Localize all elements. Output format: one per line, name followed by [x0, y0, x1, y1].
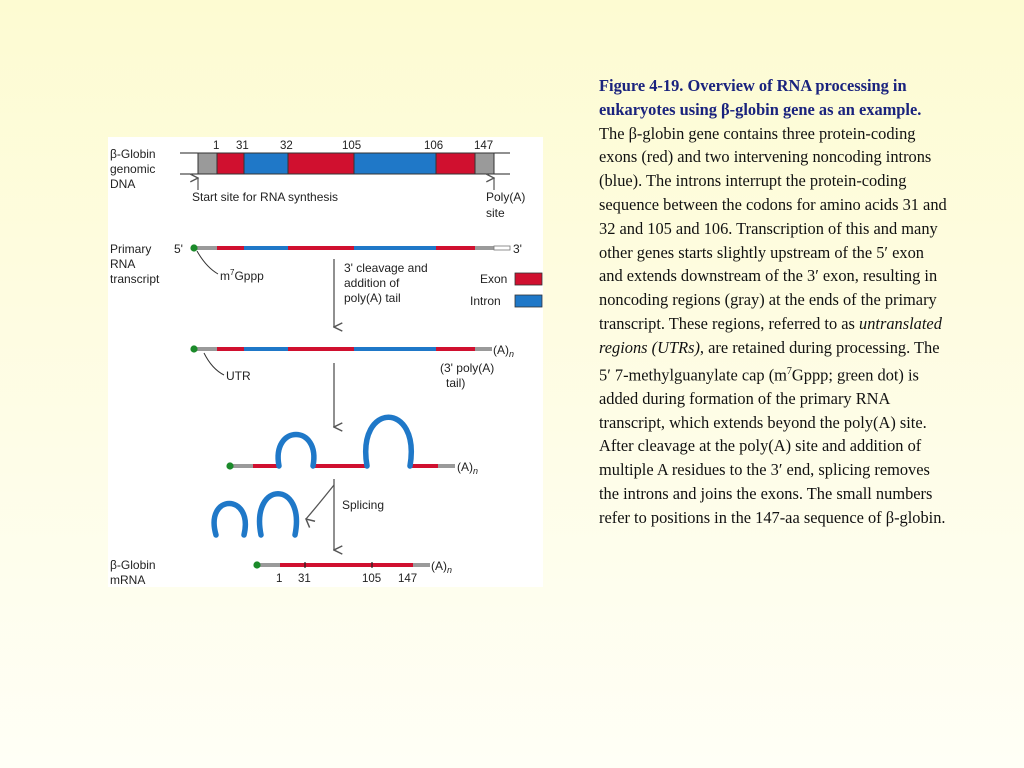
- cap-dot-primary: [190, 244, 197, 251]
- cap-pointer-line: [197, 251, 218, 274]
- primary-label-line3: transcript: [110, 272, 160, 286]
- cap-dot-intermediate: [226, 462, 233, 469]
- dna-num-32: 32: [280, 140, 293, 152]
- utr-label: UTR: [226, 369, 251, 383]
- caption-italic-term: untranslated regions (UTRs): [599, 313, 942, 357]
- intron-loop-2: [366, 417, 412, 466]
- tail-label-line1: (3' poly(A): [440, 361, 495, 375]
- excised-intron-1: [214, 504, 245, 536]
- cap-dot-polyadenylated: [190, 345, 197, 352]
- mature-mrna: [257, 562, 430, 568]
- five-prime-label: 5': [174, 242, 183, 256]
- polya-tail-label-1: $(A)_n$: [493, 343, 515, 359]
- tail-label-line2: tail): [446, 376, 466, 390]
- excised-intron-2: [260, 494, 297, 535]
- dna-exon-1: [217, 153, 244, 174]
- cleavage-label-line3: poly(A) tail: [344, 291, 401, 305]
- legend-exon-swatch: [515, 273, 542, 285]
- primary-label-line2: RNA: [110, 257, 136, 271]
- cap-dot-mrna: [253, 561, 260, 568]
- dna-exon-3: [436, 153, 475, 174]
- caption-title: Figure 4-19. Overview of RNA processing in eukaryotes using β-globin gene as an example.: [599, 76, 922, 119]
- dna-utr-5: [198, 153, 217, 174]
- legend-intron-swatch: [515, 295, 542, 307]
- cap-label: $m^7Gppp$: [220, 268, 264, 283]
- mrna-label-line2: mRNA: [110, 573, 146, 587]
- rna-processing-diagram: [108, 137, 543, 587]
- legend-exon-label: Exon: [480, 272, 508, 286]
- utr-pointer-line: [204, 353, 224, 375]
- splicing-label: Splicing: [342, 498, 385, 512]
- start-site-label: Start site for RNA synthesis: [192, 190, 339, 204]
- mrna-num-31: 31: [298, 573, 311, 585]
- legend-intron-label: Intron: [470, 294, 501, 308]
- dna-position-numbers: [213, 140, 493, 152]
- mrna-num-147: 147: [398, 573, 418, 585]
- splicing-side-arrow: [306, 485, 334, 519]
- polya-site-label-line1: Poly(A): [486, 190, 526, 204]
- mrna-label-line1: β-Globin: [110, 558, 156, 572]
- dna-intron-1: [244, 153, 288, 174]
- dna-utr-3: [475, 153, 494, 174]
- three-prime-label: 3': [513, 242, 522, 256]
- polya-tail-label-2: $(A)_n$: [457, 460, 479, 476]
- intron-loop-1: [278, 435, 314, 467]
- dna-label-line3: DNA: [110, 177, 136, 191]
- splicing-intermediate: [230, 417, 455, 466]
- dna-label: [110, 147, 156, 191]
- mrna-num-1: 1: [276, 573, 283, 585]
- dna-exon-2: [288, 153, 354, 174]
- caption-text-part1: The β-globin gene contains three protein-coding exons (red) and two intervening noncoding introns (blue). The introns interrupt the protein-coding sequence between the codons for amino acids 31 and 32 and 105 and 106. Transcription of this and many other genes starts slightly upstream of the 5′ exon and extends downstream of the 3′ exon, resulting in noncoding regions (gray) at the ends of the primary transcript. These regions, referred to as: [599, 123, 947, 333]
- dna-label-line1: β-Globin: [110, 147, 156, 161]
- dna-intron-2: [354, 153, 436, 174]
- primary-transcript: [194, 246, 510, 250]
- dna-num-1: 1: [213, 140, 220, 152]
- dna-num-31: 31: [236, 140, 249, 152]
- caption-text-part2: , are retained during processing. The 5′ 7-methylguanylate cap (m: [599, 337, 940, 385]
- cleavage-label-line2: addition of: [344, 276, 400, 290]
- polya-site-label-line2: site: [486, 206, 505, 220]
- dna-num-106: 106: [424, 140, 444, 152]
- dna-gene: [198, 153, 494, 174]
- diagram-canvas: [108, 137, 543, 587]
- dna-num-105: 105: [342, 140, 362, 152]
- caption-text-part3: Gppp; green dot) is added during formation of the primary RNA transcript, which extends beyond the poly(A) site. After cleavage at the poly(A) site and addition of multiple A residues to the 3′ end, splicing removes the introns and joins the exons. The small numbers refer to positions in the 147-aa sequence of β-globin.: [599, 365, 946, 527]
- dna-num-147: 147: [474, 140, 494, 152]
- primary-label-line1: Primary: [110, 242, 152, 256]
- figure-caption: [599, 74, 947, 530]
- mrna-position-numbers: [276, 573, 417, 585]
- dna-label-line2: genomic: [110, 162, 156, 176]
- caption-superscript: 7: [786, 365, 792, 377]
- cleavage-label-line1: 3' cleavage and: [344, 261, 428, 275]
- legend: [470, 272, 542, 308]
- mrna-num-105: 105: [362, 573, 382, 585]
- polya-tail-label-3: $(A)_n$: [431, 559, 453, 575]
